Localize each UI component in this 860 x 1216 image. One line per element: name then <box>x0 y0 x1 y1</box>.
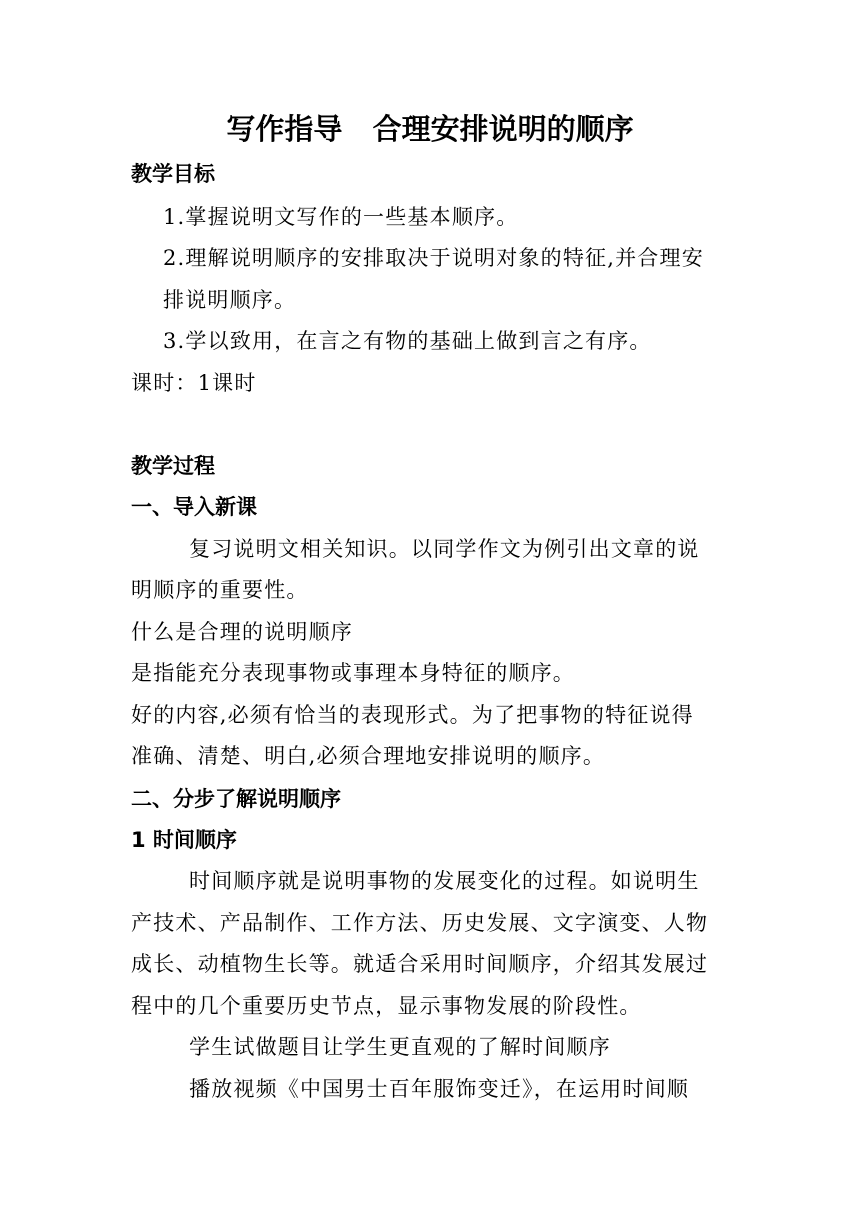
paragraph-line: 好的内容,必须有恰当的表现形式。为了把事物的特征说得 <box>131 703 694 727</box>
paragraph-line: 学生试做题目让学生更直观的了解时间顺序 <box>189 1035 611 1059</box>
paragraph-line: 产技术、产品制作、工作方法、历史发展、文字演变、人物 <box>131 911 709 935</box>
objective-item: 3.学以致用，在言之有物的基础上做到言之有序。 <box>163 329 652 353</box>
objective-item-continued: 排说明顺序。 <box>163 288 297 312</box>
objective-item: 1.掌握说明文写作的一些基本顺序。 <box>163 205 519 229</box>
paragraph-line: 播放视频《中国男士百年服饰变迁》，在运用时间顺 <box>189 1077 690 1101</box>
section-heading-steps: 二、分步了解说明顺序 <box>131 787 341 811</box>
objectives-heading: 教学目标 <box>131 162 215 186</box>
paragraph-line: 程中的几个重要历史节点，显示事物发展的阶段性。 <box>131 994 642 1018</box>
process-heading: 教学过程 <box>131 454 215 478</box>
objective-item: 2.理解说明顺序的安排取决于说明对象的特征,并合理安 <box>163 246 704 270</box>
section-heading-intro: 一、导入新课 <box>131 495 257 519</box>
paragraph-line: 时间顺序就是说明事物的发展变化的过程。如说明生 <box>189 869 700 893</box>
paragraph-line: 准确、清楚、明白,必须合理地安排说明的顺序。 <box>131 744 606 768</box>
paragraph-line: 什么是合理的说明顺序 <box>131 620 353 644</box>
subsection-heading-time-order: 1 时间顺序 <box>131 828 237 852</box>
page-title: 写作指导 合理安排说明的顺序 <box>226 112 634 146</box>
paragraph-line: 复习说明文相关知识。以同学作文为例引出文章的说 <box>189 537 700 561</box>
class-period: 课时：1课时 <box>131 371 257 395</box>
paragraph-line: 是指能充分表现事物或事理本身特征的顺序。 <box>131 661 575 685</box>
paragraph-line: 成长、动植物生长等。就适合采用时间顺序，介绍其发展过 <box>131 952 709 976</box>
paragraph-line: 明顺序的重要性。 <box>131 578 309 602</box>
